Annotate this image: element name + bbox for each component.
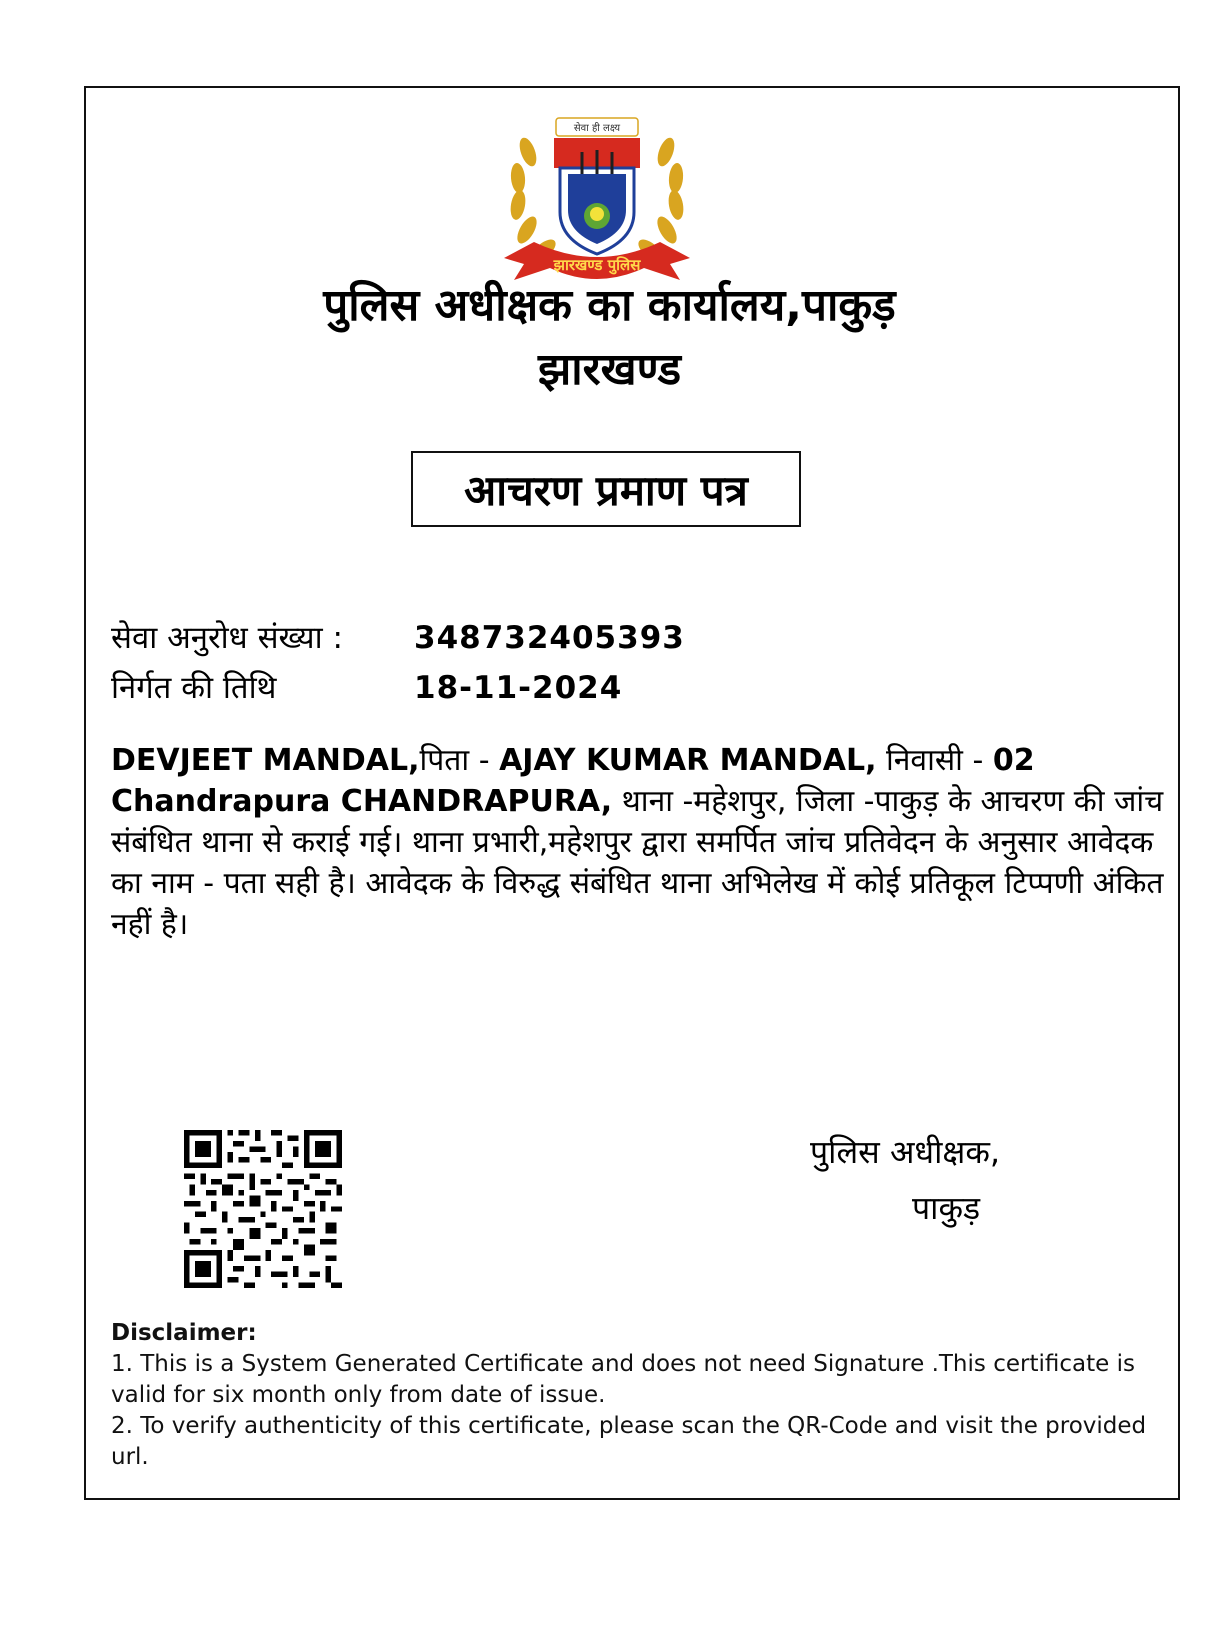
request-number-value: 348732405393 — [414, 620, 685, 656]
disclaimer-point-1: 1. This is a System Generated Certificate and does not need Signature .This certificate is valid for six month only from date of issue. — [111, 1351, 1135, 1408]
signatory-place: पाकुड़ — [912, 1189, 981, 1227]
qr-code[interactable] — [184, 1130, 342, 1288]
office-title: पुलिस अधीक्षक का कार्यालय,पाकुड़ — [323, 280, 896, 331]
father-name: AJAY KUMAR MANDAL, — [499, 743, 877, 778]
issue-date-row — [111, 670, 623, 707]
emblem-motto: सेवा ही लक्ष्य — [573, 123, 621, 134]
request-number-row — [111, 620, 685, 657]
request-number-label: सेवा अनुरोध संख्या : — [111, 620, 343, 656]
emblem-ribbon-text: झारखण्ड पुलिस — [553, 256, 641, 274]
disclaimer-point-2: 2. To verify authenticity of this certificate, please scan the QR-Code and visit the provided url. — [111, 1413, 1147, 1470]
father-label: पिता - — [419, 743, 500, 778]
certificate-title: आचरण प्रमाण पत्र — [411, 451, 801, 527]
disclaimer-section — [111, 1318, 1161, 1473]
jharkhand-police-emblem — [494, 112, 700, 292]
resident-label: निवासी - — [876, 743, 984, 778]
address: 02 Chandrapura CHANDRAPURA, — [111, 743, 1035, 819]
certificate-statement: थाना -महेशपुर, जिला -पाकुड़ के आचरण की जांच संबंधित थाना से कराई गई। थाना प्रभारी,महेशपुर द्वारा समर्पित जांच प्रतिवेदन के अनुसार आवेदक का नाम - पता सही है। आवेदक के विरुद्ध संबंधित थाना अभिलेख में कोई प्रतिकूल टिप्पणी अंकित नहीं है। — [111, 784, 1164, 942]
disclaimer-heading: Disclaimer: — [111, 1320, 257, 1346]
issue-date-value: 18-11-2024 — [414, 670, 623, 706]
issue-date-label: निर्गत की तिथि — [111, 670, 277, 706]
signatory-designation: पुलिस अधीक्षक, — [810, 1133, 1001, 1171]
certificate-body — [111, 740, 1171, 945]
state-title: झारखण्ड — [537, 344, 682, 395]
applicant-name: DEVJEET MANDAL, — [111, 743, 420, 778]
